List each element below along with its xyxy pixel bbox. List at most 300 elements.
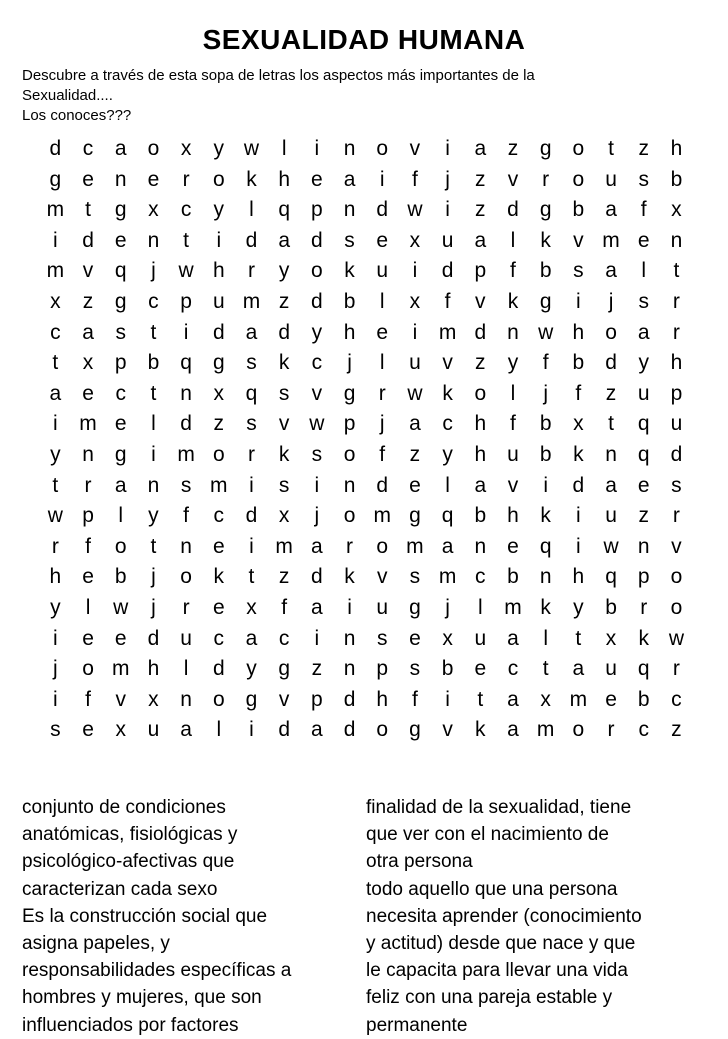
- grid-letter[interactable]: i: [576, 504, 581, 528]
- grid-letter[interactable]: i: [445, 198, 450, 222]
- grid-letter[interactable]: z: [475, 351, 486, 375]
- grid-letter[interactable]: o: [474, 381, 487, 405]
- grid-letter[interactable]: s: [638, 289, 649, 313]
- grid-letter[interactable]: i: [183, 320, 189, 344]
- grid-letter[interactable]: p: [180, 289, 192, 313]
- grid-letter[interactable]: k: [344, 565, 355, 589]
- grid-letter[interactable]: n: [343, 473, 356, 497]
- grid-letter[interactable]: o: [212, 167, 225, 191]
- grid-letter[interactable]: d: [507, 198, 519, 222]
- grid-letter[interactable]: j: [445, 595, 450, 619]
- grid-letter[interactable]: k: [246, 167, 257, 191]
- grid-letter[interactable]: p: [343, 412, 356, 436]
- grid-letter[interactable]: b: [572, 198, 585, 222]
- grid-letter[interactable]: k: [278, 351, 290, 375]
- grid-letter[interactable]: u: [147, 718, 160, 742]
- grid-letter[interactable]: r: [378, 381, 386, 405]
- grid-letter[interactable]: x: [540, 687, 551, 711]
- grid-letter[interactable]: x: [50, 289, 61, 313]
- grid-letter[interactable]: x: [573, 412, 584, 436]
- grid-letter[interactable]: m: [602, 228, 620, 252]
- grid-letter[interactable]: g: [114, 442, 127, 466]
- grid-letter[interactable]: x: [409, 289, 421, 313]
- grid-letter[interactable]: y: [311, 320, 323, 344]
- grid-letter[interactable]: o: [572, 137, 585, 160]
- grid-letter[interactable]: o: [82, 657, 94, 681]
- grid-letter[interactable]: g: [539, 198, 552, 222]
- grid-letter[interactable]: a: [311, 595, 323, 619]
- grid-letter[interactable]: i: [53, 626, 58, 650]
- grid-letter[interactable]: w: [407, 198, 423, 222]
- grid-letter[interactable]: l: [510, 228, 516, 252]
- grid-letter[interactable]: e: [82, 167, 94, 191]
- grid-letter[interactable]: v: [671, 534, 682, 558]
- grid-letter[interactable]: m: [46, 259, 65, 283]
- grid-letter[interactable]: s: [180, 473, 192, 497]
- grid-letter[interactable]: m: [438, 320, 457, 344]
- grid-letter[interactable]: h: [49, 565, 62, 589]
- grid-letter[interactable]: n: [637, 534, 650, 558]
- grid-letter[interactable]: y: [148, 504, 159, 528]
- grid-letter[interactable]: o: [147, 137, 160, 160]
- grid-letter[interactable]: m: [406, 534, 424, 558]
- grid-letter[interactable]: l: [379, 289, 385, 313]
- grid-letter[interactable]: t: [575, 626, 582, 650]
- grid-letter[interactable]: g: [409, 718, 421, 742]
- grid-letter[interactable]: z: [213, 412, 225, 436]
- grid-letter[interactable]: d: [82, 228, 94, 252]
- grid-letter[interactable]: d: [605, 351, 617, 375]
- grid-letter[interactable]: l: [543, 626, 548, 650]
- grid-letter[interactable]: i: [314, 626, 320, 650]
- grid-letter[interactable]: d: [376, 473, 389, 497]
- grid-letter[interactable]: i: [543, 473, 548, 497]
- grid-letter[interactable]: i: [412, 320, 418, 344]
- grid-letter[interactable]: s: [573, 259, 584, 283]
- grid-letter[interactable]: j: [608, 289, 614, 313]
- grid-letter[interactable]: o: [376, 137, 389, 160]
- grid-letter[interactable]: d: [311, 289, 323, 313]
- grid-letter[interactable]: h: [572, 565, 585, 589]
- grid-letter[interactable]: o: [572, 167, 585, 191]
- grid-letter[interactable]: j: [314, 504, 320, 528]
- grid-letter[interactable]: u: [637, 381, 650, 405]
- grid-letter[interactable]: v: [278, 687, 290, 711]
- grid-letter[interactable]: h: [212, 259, 225, 283]
- grid-letter[interactable]: b: [507, 565, 519, 589]
- grid-letter[interactable]: p: [311, 687, 323, 711]
- grid-letter[interactable]: s: [50, 718, 61, 742]
- grid-letter[interactable]: s: [409, 657, 421, 681]
- grid-letter[interactable]: j: [53, 657, 58, 681]
- grid-letter[interactable]: e: [147, 167, 160, 191]
- grid-letter[interactable]: t: [608, 137, 614, 160]
- grid-letter[interactable]: b: [539, 259, 552, 283]
- grid-letter[interactable]: v: [573, 228, 584, 252]
- grid-letter[interactable]: i: [412, 259, 418, 283]
- grid-letter[interactable]: d: [474, 320, 487, 344]
- grid-letter[interactable]: a: [474, 473, 487, 497]
- grid-letter[interactable]: u: [474, 626, 487, 650]
- grid-letter[interactable]: e: [376, 320, 389, 344]
- grid-letter[interactable]: j: [543, 381, 548, 405]
- grid-letter[interactable]: h: [343, 320, 356, 344]
- grid-letter[interactable]: g: [539, 137, 552, 160]
- grid-letter[interactable]: l: [249, 198, 254, 222]
- grid-letter[interactable]: n: [507, 320, 519, 344]
- grid-letter[interactable]: l: [445, 473, 450, 497]
- grid-letter[interactable]: s: [409, 565, 421, 589]
- grid-letter[interactable]: y: [213, 198, 225, 222]
- grid-letter[interactable]: s: [671, 473, 682, 497]
- grid-letter[interactable]: m: [210, 473, 228, 497]
- grid-letter[interactable]: d: [49, 137, 62, 160]
- grid-letter[interactable]: u: [605, 504, 617, 528]
- grid-letter[interactable]: c: [278, 626, 290, 650]
- grid-letter[interactable]: r: [346, 534, 354, 558]
- grid-letter[interactable]: i: [379, 167, 385, 191]
- grid-letter[interactable]: u: [670, 412, 683, 436]
- grid-letter[interactable]: z: [475, 167, 486, 191]
- grid-letter[interactable]: w: [538, 320, 554, 344]
- grid-letter[interactable]: i: [216, 228, 222, 252]
- grid-letter[interactable]: k: [507, 289, 519, 313]
- grid-letter[interactable]: n: [180, 534, 192, 558]
- grid-letter[interactable]: n: [343, 657, 356, 681]
- grid-letter[interactable]: w: [668, 626, 684, 650]
- grid-letter[interactable]: d: [278, 320, 290, 344]
- grid-letter[interactable]: a: [572, 657, 585, 681]
- grid-letter[interactable]: c: [442, 412, 453, 436]
- grid-letter[interactable]: i: [314, 473, 320, 497]
- grid-letter[interactable]: s: [115, 320, 126, 344]
- grid-letter[interactable]: d: [311, 565, 323, 589]
- grid-letter[interactable]: w: [407, 381, 423, 405]
- grid-letter[interactable]: m: [536, 718, 555, 742]
- grid-letter[interactable]: j: [151, 565, 156, 589]
- grid-letter[interactable]: f: [379, 442, 386, 466]
- grid-letter[interactable]: o: [311, 259, 323, 283]
- grid-letter[interactable]: u: [441, 228, 454, 252]
- grid-letter[interactable]: x: [213, 381, 225, 405]
- grid-letter[interactable]: f: [640, 198, 647, 222]
- grid-letter[interactable]: d: [343, 687, 356, 711]
- grid-letter[interactable]: x: [115, 718, 126, 742]
- grid-letter[interactable]: p: [376, 657, 389, 681]
- grid-letter[interactable]: f: [542, 351, 549, 375]
- grid-letter[interactable]: g: [49, 167, 62, 191]
- grid-letter[interactable]: b: [147, 351, 160, 375]
- grid-letter[interactable]: d: [311, 228, 323, 252]
- grid-letter[interactable]: m: [242, 289, 261, 313]
- grid-letter[interactable]: j: [379, 412, 385, 436]
- grid-letter[interactable]: a: [507, 626, 519, 650]
- grid-letter[interactable]: b: [605, 595, 617, 619]
- grid-letter[interactable]: q: [637, 412, 650, 436]
- grid-letter[interactable]: b: [539, 412, 552, 436]
- grid-letter[interactable]: o: [670, 595, 683, 619]
- grid-letter[interactable]: r: [640, 595, 648, 619]
- grid-letter[interactable]: p: [82, 504, 94, 528]
- grid-letter[interactable]: a: [245, 320, 258, 344]
- grid-letter[interactable]: w: [113, 595, 129, 619]
- grid-letter[interactable]: r: [51, 534, 59, 558]
- grid-letter[interactable]: o: [212, 442, 225, 466]
- grid-letter[interactable]: r: [672, 320, 680, 344]
- grid-letter[interactable]: k: [573, 442, 584, 466]
- grid-letter[interactable]: o: [343, 504, 356, 528]
- grid-letter[interactable]: a: [409, 412, 421, 436]
- grid-letter[interactable]: u: [409, 351, 421, 375]
- grid-letter[interactable]: n: [474, 534, 487, 558]
- grid-letter[interactable]: g: [409, 595, 421, 619]
- grid-letter[interactable]: d: [212, 320, 225, 344]
- grid-letter[interactable]: z: [278, 565, 290, 589]
- grid-letter[interactable]: s: [376, 626, 388, 650]
- grid-letter[interactable]: q: [278, 198, 290, 222]
- grid-letter[interactable]: x: [246, 595, 257, 619]
- grid-letter[interactable]: q: [114, 259, 127, 283]
- grid-letter[interactable]: n: [180, 687, 192, 711]
- grid-letter[interactable]: x: [278, 504, 290, 528]
- grid-letter[interactable]: f: [411, 167, 418, 191]
- grid-letter[interactable]: a: [82, 320, 94, 344]
- grid-letter[interactable]: i: [576, 289, 581, 313]
- grid-letter[interactable]: i: [151, 442, 156, 466]
- grid-letter[interactable]: h: [572, 320, 585, 344]
- grid-letter[interactable]: d: [670, 442, 683, 466]
- grid-letter[interactable]: k: [638, 626, 649, 650]
- grid-letter[interactable]: s: [246, 412, 257, 436]
- grid-letter[interactable]: t: [477, 687, 484, 711]
- grid-letter[interactable]: w: [178, 259, 194, 283]
- grid-letter[interactable]: q: [245, 381, 258, 405]
- grid-letter[interactable]: h: [278, 167, 290, 191]
- grid-letter[interactable]: d: [343, 718, 356, 742]
- grid-letter[interactable]: i: [249, 718, 254, 742]
- grid-letter[interactable]: w: [309, 412, 325, 436]
- grid-letter[interactable]: p: [311, 198, 323, 222]
- grid-letter[interactable]: l: [85, 595, 91, 619]
- grid-letter[interactable]: y: [246, 657, 257, 681]
- grid-letter[interactable]: v: [409, 137, 421, 160]
- grid-letter[interactable]: r: [672, 657, 680, 681]
- grid-letter[interactable]: o: [670, 565, 683, 589]
- grid-letter[interactable]: e: [507, 534, 519, 558]
- grid-letter[interactable]: e: [82, 718, 94, 742]
- grid-letter[interactable]: d: [441, 259, 454, 283]
- grid-letter[interactable]: y: [442, 442, 453, 466]
- grid-letter[interactable]: i: [249, 473, 254, 497]
- grid-letter[interactable]: a: [637, 320, 650, 344]
- grid-letter[interactable]: x: [148, 687, 159, 711]
- grid-letter[interactable]: c: [50, 320, 61, 344]
- grid-letter[interactable]: t: [248, 565, 255, 589]
- grid-letter[interactable]: t: [183, 228, 190, 252]
- grid-letter[interactable]: m: [111, 657, 130, 681]
- grid-letter[interactable]: v: [311, 381, 323, 405]
- grid-letter[interactable]: x: [442, 626, 453, 650]
- grid-letter[interactable]: l: [477, 595, 483, 619]
- grid-letter[interactable]: p: [637, 565, 650, 589]
- grid-letter[interactable]: d: [572, 473, 585, 497]
- grid-letter[interactable]: s: [344, 228, 355, 252]
- grid-letter[interactable]: q: [637, 657, 650, 681]
- grid-letter[interactable]: a: [605, 473, 617, 497]
- grid-letter[interactable]: p: [670, 381, 683, 405]
- grid-letter[interactable]: q: [539, 534, 552, 558]
- grid-letter[interactable]: j: [151, 259, 156, 283]
- grid-letter[interactable]: k: [475, 718, 486, 742]
- grid-letter[interactable]: i: [347, 595, 352, 619]
- grid-letter[interactable]: k: [442, 381, 453, 405]
- grid-letter[interactable]: m: [438, 565, 457, 589]
- grid-letter[interactable]: c: [148, 289, 159, 313]
- grid-letter[interactable]: k: [540, 228, 551, 252]
- grid-letter[interactable]: r: [672, 289, 680, 313]
- grid-letter[interactable]: e: [114, 626, 127, 650]
- grid-letter[interactable]: i: [53, 228, 58, 252]
- grid-letter[interactable]: n: [605, 442, 617, 466]
- grid-letter[interactable]: u: [605, 167, 617, 191]
- grid-letter[interactable]: z: [638, 137, 649, 160]
- grid-letter[interactable]: a: [343, 167, 356, 191]
- grid-letter[interactable]: u: [180, 626, 192, 650]
- grid-letter[interactable]: o: [114, 534, 127, 558]
- grid-letter[interactable]: a: [507, 687, 519, 711]
- grid-letter[interactable]: t: [85, 198, 91, 222]
- grid-letter[interactable]: a: [180, 718, 192, 742]
- grid-letter[interactable]: i: [445, 137, 450, 160]
- grid-letter[interactable]: n: [147, 473, 160, 497]
- grid-letter[interactable]: r: [607, 718, 615, 742]
- grid-letter[interactable]: q: [180, 351, 192, 375]
- grid-letter[interactable]: x: [180, 137, 192, 160]
- grid-letter[interactable]: r: [182, 167, 190, 191]
- grid-letter[interactable]: f: [575, 381, 582, 405]
- grid-letter[interactable]: g: [343, 381, 356, 405]
- grid-letter[interactable]: n: [539, 565, 552, 589]
- grid-letter[interactable]: x: [82, 351, 94, 375]
- grid-letter[interactable]: c: [671, 687, 682, 711]
- grid-letter[interactable]: e: [82, 381, 94, 405]
- grid-letter[interactable]: a: [311, 718, 323, 742]
- grid-letter[interactable]: d: [376, 198, 389, 222]
- grid-letter[interactable]: r: [672, 504, 680, 528]
- grid-letter[interactable]: z: [475, 198, 486, 222]
- grid-letter[interactable]: g: [114, 198, 127, 222]
- grid-letter[interactable]: x: [148, 198, 159, 222]
- grid-letter[interactable]: h: [474, 412, 487, 436]
- grid-letter[interactable]: f: [85, 687, 91, 711]
- grid-letter[interactable]: b: [343, 289, 356, 313]
- grid-letter[interactable]: t: [150, 534, 157, 558]
- grid-letter[interactable]: i: [53, 687, 58, 711]
- grid-letter[interactable]: l: [641, 259, 647, 283]
- grid-letter[interactable]: e: [474, 657, 487, 681]
- grid-letter[interactable]: l: [281, 137, 287, 160]
- grid-letter[interactable]: f: [510, 412, 516, 436]
- grid-letter[interactable]: g: [212, 351, 225, 375]
- grid-letter[interactable]: a: [605, 259, 617, 283]
- grid-letter[interactable]: e: [212, 595, 225, 619]
- grid-letter[interactable]: l: [118, 504, 124, 528]
- grid-letter[interactable]: h: [474, 442, 487, 466]
- grid-letter[interactable]: v: [376, 565, 388, 589]
- grid-letter[interactable]: c: [638, 718, 649, 742]
- grid-letter[interactable]: q: [441, 504, 454, 528]
- grid-letter[interactable]: c: [507, 657, 519, 681]
- grid-letter[interactable]: l: [183, 657, 189, 681]
- grid-letter[interactable]: e: [637, 228, 650, 252]
- grid-letter[interactable]: j: [347, 351, 352, 375]
- grid-letter[interactable]: v: [442, 718, 453, 742]
- grid-letter[interactable]: e: [605, 687, 617, 711]
- grid-letter[interactable]: u: [212, 289, 225, 313]
- grid-letter[interactable]: m: [373, 504, 391, 528]
- grid-letter[interactable]: x: [605, 626, 617, 650]
- grid-letter[interactable]: y: [573, 595, 584, 619]
- grid-letter[interactable]: a: [474, 228, 487, 252]
- grid-letter[interactable]: c: [213, 626, 225, 650]
- grid-letter[interactable]: n: [343, 137, 356, 160]
- grid-letter[interactable]: m: [46, 198, 65, 222]
- grid-letter[interactable]: v: [507, 167, 519, 191]
- grid-letter[interactable]: r: [247, 259, 255, 283]
- grid-letter[interactable]: t: [52, 473, 59, 497]
- grid-letter[interactable]: y: [50, 595, 61, 619]
- grid-letter[interactable]: l: [216, 718, 222, 742]
- grid-letter[interactable]: i: [445, 687, 450, 711]
- grid-letter[interactable]: o: [343, 442, 356, 466]
- grid-letter[interactable]: k: [213, 565, 225, 589]
- grid-letter[interactable]: w: [47, 504, 63, 528]
- grid-letter[interactable]: a: [441, 534, 454, 558]
- grid-letter[interactable]: d: [212, 657, 225, 681]
- grid-letter[interactable]: o: [180, 565, 192, 589]
- grid-letter[interactable]: z: [671, 718, 682, 742]
- grid-letter[interactable]: d: [278, 718, 290, 742]
- grid-letter[interactable]: y: [213, 137, 225, 160]
- grid-letter[interactable]: r: [542, 167, 550, 191]
- grid-letter[interactable]: h: [670, 351, 683, 375]
- grid-letter[interactable]: r: [182, 595, 190, 619]
- grid-letter[interactable]: b: [114, 565, 127, 589]
- grid-letter[interactable]: m: [569, 687, 588, 711]
- grid-letter[interactable]: q: [605, 565, 617, 589]
- grid-letter[interactable]: e: [637, 473, 650, 497]
- grid-letter[interactable]: y: [638, 351, 649, 375]
- grid-letter[interactable]: k: [540, 595, 551, 619]
- grid-letter[interactable]: i: [53, 412, 58, 436]
- grid-letter[interactable]: s: [311, 442, 323, 466]
- grid-letter[interactable]: d: [180, 412, 192, 436]
- grid-letter[interactable]: e: [311, 167, 323, 191]
- grid-letter[interactable]: a: [507, 718, 519, 742]
- grid-letter[interactable]: e: [212, 534, 225, 558]
- grid-letter[interactable]: o: [212, 687, 225, 711]
- grid-letter[interactable]: b: [539, 442, 552, 466]
- grid-letter[interactable]: a: [605, 198, 617, 222]
- grid-letter[interactable]: y: [278, 259, 290, 283]
- grid-letter[interactable]: o: [376, 718, 389, 742]
- grid-letter[interactable]: x: [409, 228, 421, 252]
- grid-letter[interactable]: i: [576, 534, 581, 558]
- grid-letter[interactable]: b: [441, 657, 454, 681]
- grid-letter[interactable]: i: [314, 137, 320, 160]
- grid-letter[interactable]: n: [147, 228, 160, 252]
- grid-letter[interactable]: a: [114, 473, 127, 497]
